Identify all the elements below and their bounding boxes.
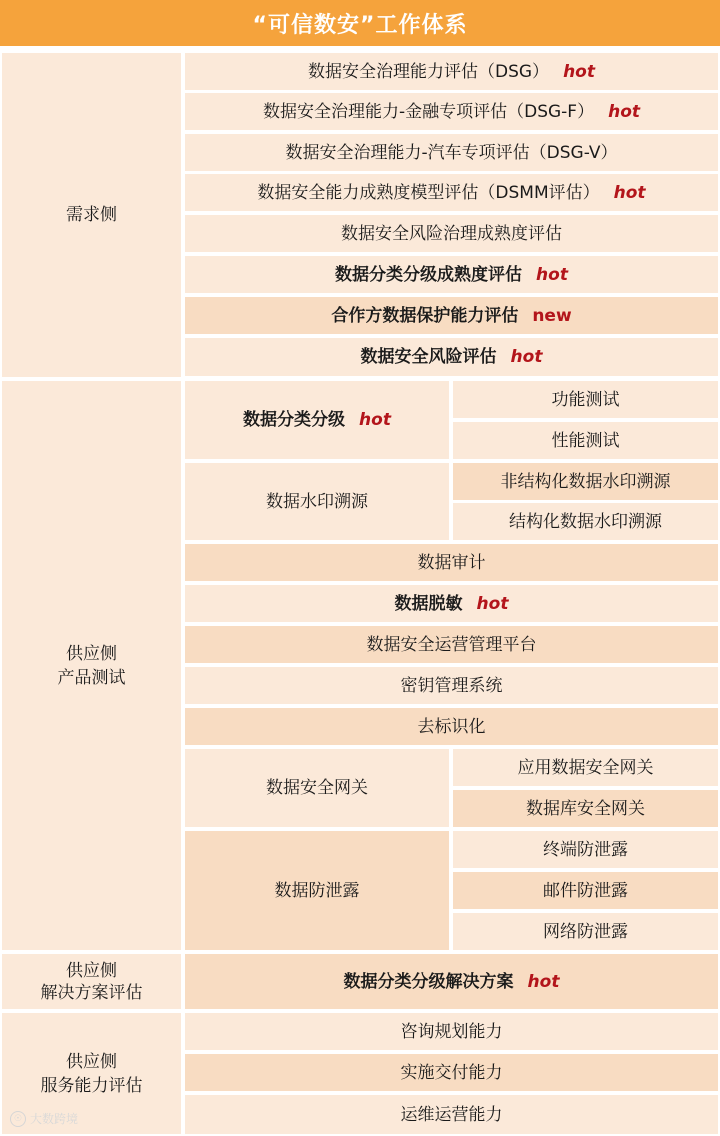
product-ops-platform <box>185 626 718 663</box>
watermark-logo-icon: ☉ <box>10 1111 26 1127</box>
product-item-label: 数据脱敏 <box>394 593 463 614</box>
sub-item-label: 邮件防泄露 <box>543 880 628 901</box>
demand-item-dsg <box>185 53 718 90</box>
product-audit <box>185 544 718 581</box>
service-side-line2: 服务能力评估 <box>40 1075 143 1096</box>
new-tag: new <box>532 305 572 326</box>
solution-classification <box>185 954 718 1009</box>
product-item-label: 数据安全运营管理平台 <box>366 634 537 655</box>
watermark <box>10 1110 78 1127</box>
product-gateway-database <box>453 790 718 827</box>
demand-item-dsg-f <box>185 93 718 130</box>
product-gateway-group <box>185 749 449 827</box>
product-classify-functional-test <box>453 381 718 418</box>
product-item-label: 密钥管理系统 <box>400 675 503 696</box>
product-item-label: 数据审计 <box>417 552 486 573</box>
product-dlp-group <box>185 831 449 950</box>
sub-item-label: 终端防泄露 <box>543 839 628 860</box>
product-deidentification <box>185 708 718 745</box>
product-watermark-unstructured <box>453 463 718 500</box>
demand-item-label: 合作方数据保护能力评估 <box>331 305 519 326</box>
demand-side-text: 需求侧 <box>66 205 117 225</box>
solution-side-line1: 供应侧 <box>66 960 117 981</box>
hot-tag: hot <box>476 593 509 614</box>
product-side-line2: 产品测试 <box>57 667 126 688</box>
demand-item-dsg-v <box>185 134 718 171</box>
demand-item-label: 数据安全能力成熟度模型评估（DSMM评估） <box>257 182 600 203</box>
hot-tag: hot <box>613 182 646 203</box>
demand-side-label <box>2 53 181 377</box>
demand-item-partner-protection <box>185 297 718 334</box>
product-watermark-structured <box>453 503 718 540</box>
demand-item-label: 数据安全风险治理成熟度评估 <box>341 223 562 244</box>
hot-tag: hot <box>510 347 543 367</box>
service-item-label: 实施交付能力 <box>400 1062 503 1083</box>
product-item-label: 去标识化 <box>417 716 486 737</box>
product-classify-performance-test <box>453 422 718 459</box>
product-key-management <box>185 667 718 704</box>
product-gateway-label: 数据安全网关 <box>266 778 368 798</box>
solution-item-label: 数据分类分级解决方案 <box>343 971 514 992</box>
product-dlp-label: 数据防泄露 <box>274 880 360 901</box>
product-masking <box>185 585 718 622</box>
hot-tag: hot <box>536 264 568 285</box>
product-classify-group <box>185 381 449 459</box>
product-dlp-email <box>453 872 718 909</box>
demand-item-risk-assessment <box>185 338 718 376</box>
demand-item-dsmm <box>185 174 718 211</box>
sub-item-label: 结构化数据水印溯源 <box>509 511 662 532</box>
hot-tag: hot <box>527 971 560 992</box>
watermark-text: 大数跨境 <box>30 1112 79 1126</box>
demand-item-label: 数据分类分级成熟度评估 <box>335 264 523 285</box>
demand-item-classification-maturity <box>185 256 718 293</box>
demand-item-label: 数据安全治理能力评估（DSG） <box>308 61 550 82</box>
page-title: “可信数安”工作体系 <box>0 0 720 46</box>
sub-item-label: 非结构化数据水印溯源 <box>500 471 671 492</box>
service-side-line1: 供应侧 <box>66 1051 117 1072</box>
product-dlp-endpoint <box>453 831 718 868</box>
hot-tag: hot <box>608 101 641 122</box>
service-item-label: 运维运营能力 <box>400 1104 503 1125</box>
product-gateway-application <box>453 749 718 786</box>
sub-item-label: 网络防泄露 <box>543 921 628 942</box>
sub-item-label: 功能测试 <box>551 389 620 410</box>
solution-side-label <box>2 954 181 1009</box>
sub-item-label: 数据库安全网关 <box>526 798 645 819</box>
demand-item-label: 数据安全治理能力-金融专项评估（DSG-F） <box>262 101 595 122</box>
product-side-line1: 供应侧 <box>66 643 117 664</box>
demand-item-risk-governance <box>185 215 718 252</box>
sub-item-label: 应用数据安全网关 <box>517 757 654 778</box>
product-side-label <box>2 381 181 950</box>
service-delivery <box>185 1054 718 1091</box>
service-consulting <box>185 1013 718 1050</box>
demand-item-label: 数据安全治理能力-汽车专项评估（DSG-V） <box>285 142 618 163</box>
product-classify-label: 数据分类分级 <box>243 410 346 430</box>
sub-item-label: 性能测试 <box>551 430 620 451</box>
service-item-label: 咨询规划能力 <box>400 1021 503 1042</box>
hot-tag: hot <box>563 61 595 82</box>
service-operations <box>185 1095 718 1134</box>
demand-item-label: 数据安全风险评估 <box>360 347 497 367</box>
product-dlp-network <box>453 913 718 950</box>
product-watermark-label: 数据水印溯源 <box>266 491 368 512</box>
hot-tag: hot <box>359 410 391 430</box>
solution-side-line2: 解决方案评估 <box>40 982 143 1003</box>
product-watermark-group <box>185 463 449 540</box>
